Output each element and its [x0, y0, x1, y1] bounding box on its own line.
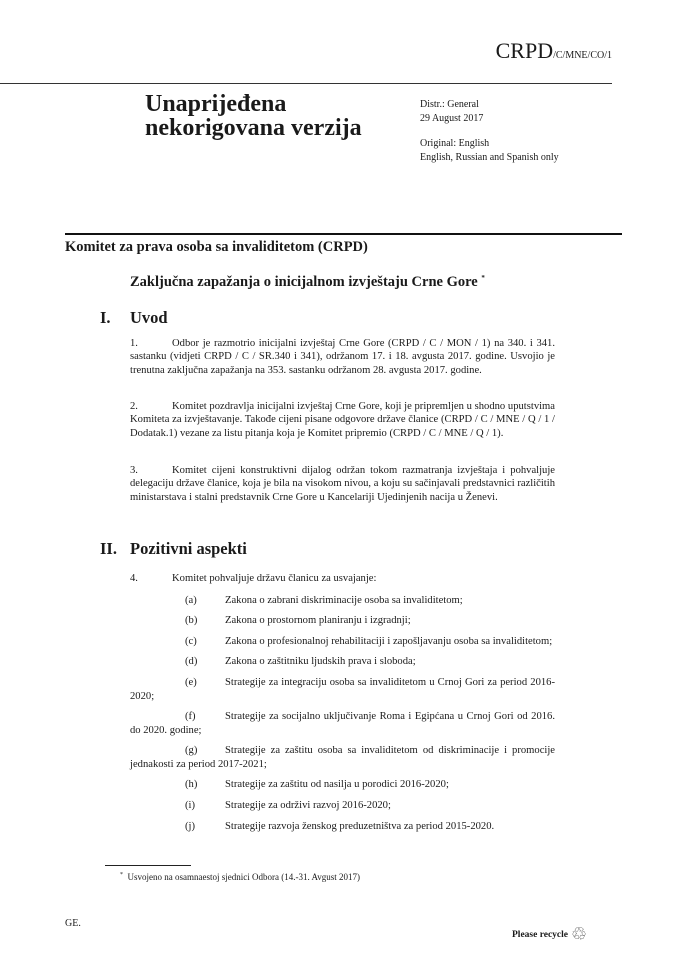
observations-title: Zaključna zapažanja o inicijalnom izvještaju Crne Gore — [130, 274, 478, 290]
observations-heading — [130, 274, 485, 291]
paragraph — [130, 337, 555, 377]
item-text: Strategije razvoja ženskog preduzetništva za period 2015-2020. — [225, 821, 495, 832]
job-number: GE. — [65, 918, 81, 929]
list-item — [130, 655, 555, 669]
item-label: (b) — [185, 615, 198, 626]
original-language: Original: English — [420, 138, 490, 149]
recycle-notice — [512, 924, 587, 945]
item-label: (d) — [185, 656, 198, 667]
list-item — [130, 820, 555, 834]
committee-heading: Komitet za prava osoba sa invaliditetom (CRPD) — [65, 239, 368, 255]
item-text: Zakona o profesionalnoj rehabilitaciji i zapošljavanju osoba sa invaliditetom; — [225, 636, 553, 647]
list-item — [130, 594, 555, 608]
item-text: Strategije za zaštitu od nasilja u porodici 2016-2020; — [225, 779, 449, 790]
recycle-icon: ♲ — [571, 924, 588, 945]
paragraph-text: Odbor je razmotrio inicijalni izvještaj Crne Gore (CRPD / C / MON / 1) na 340. i 341. sastanku (vidjeti CRPD / C / SR.340 i 341), održanom 17. i 18. avgusta 2017. godine. Usvojio je trenutna zaključna zapažanja na 353. sastanku održanom 28. avgusta 2017. godine. — [130, 338, 555, 376]
item-text: Strategije za integraciju osoba sa invaliditetom u Crnoj Gori za period 2016-2020; — [130, 677, 555, 702]
item-text: Strategije za održivi razvoj 2016-2020; — [225, 800, 391, 811]
list-item — [130, 710, 555, 738]
item-label: (j) — [185, 821, 195, 832]
item-label: (i) — [185, 800, 195, 811]
section-number: II. — [100, 539, 117, 558]
item-label: (f) — [185, 711, 196, 722]
symbol-sub: /C/MNE/CO/1 — [553, 50, 612, 61]
section-number: I. — [100, 308, 111, 327]
paragraph-number: 2. — [130, 401, 138, 412]
item-text: Zakona o prostornom planiranju i izgradnji; — [225, 615, 411, 626]
list-item — [130, 676, 555, 704]
item-label: (c) — [185, 636, 197, 647]
paragraph-text: Komitet cijeni konstruktivni dijalog održan tokom razmatranja izvještaja i pohvaljuje delegaciju države članice, koja je bila na visokom nivou, a koju su sačinjavali predstavnici različitih ministarstava i stalni predstavnik Crne Gore u Kancelariji Ujedinjenih nacija u Ženevi. — [130, 465, 555, 503]
list-item — [130, 778, 555, 792]
item-label: (e) — [185, 677, 197, 688]
paragraph-text: Komitet pohvaljuje državu članicu za usvajanje: — [172, 573, 377, 584]
header-rule — [0, 83, 612, 84]
document-title: Unaprijeđena nekorigovana verzija — [145, 91, 362, 141]
list-item — [130, 799, 555, 813]
paragraph — [130, 572, 555, 585]
item-label: (a) — [185, 595, 197, 606]
item-label: (g) — [185, 745, 198, 756]
paragraph-number: 1. — [130, 338, 138, 349]
paragraph-number: 4. — [130, 573, 138, 584]
recycle-text: Please recycle — [512, 929, 568, 940]
footnote-text: Usvojeno na osamnaestoj sjednici Odbora (14.-31. Avgust 2017) — [127, 872, 361, 882]
item-text: Strategije za socijalno uključivanje Roma i Egipćana u Crnoj Gori od 2016. do 2020. godine; — [130, 711, 555, 736]
paragraph-text: Komitet pozdravlja inicijalni izvještaj Crne Gore, koji je pripremljen u shodno uputstvima Komiteta za izvještavanje. Takođe cijeni pisane odgovore države članice (CRPD / C / MNE / Q / 1 / Dodatak.1) vezane za listu pitanja koja je Komitet pripremio (CRPD / C / MNE / Q / 1). — [130, 401, 555, 439]
distribution: Distr.: General — [420, 99, 479, 110]
document-symbol — [496, 38, 612, 64]
footnote-ref[interactable]: * — [481, 274, 485, 283]
list-item — [130, 744, 555, 772]
paragraph-number: 3. — [130, 465, 138, 476]
languages: English, Russian and Spanish only — [420, 152, 559, 163]
section-heading — [100, 308, 168, 328]
symbol-main: CRPD — [495, 38, 554, 63]
section-heading — [100, 539, 247, 559]
footnote-rule — [105, 865, 191, 866]
list-item — [130, 614, 555, 628]
list-item — [130, 635, 555, 649]
footnote — [120, 872, 360, 882]
paragraph — [130, 400, 555, 440]
paragraph — [130, 464, 555, 504]
item-text: Strategije za zaštitu osoba sa invaliditetom od diskriminacije i promocije jednakosti za period 2017-2021; — [130, 745, 555, 770]
date: 29 August 2017 — [420, 113, 484, 124]
section-rule — [65, 233, 622, 235]
item-text: Zakona o zabrani diskriminacije osoba sa invaliditetom; — [225, 595, 463, 606]
item-label: (h) — [185, 779, 198, 790]
footnote-mark: * — [120, 872, 123, 878]
section-title: Uvod — [130, 308, 168, 327]
item-text: Zakona o zaštitniku ljudskih prava i sloboda; — [225, 656, 416, 667]
section-title: Pozitivni aspekti — [130, 539, 247, 558]
